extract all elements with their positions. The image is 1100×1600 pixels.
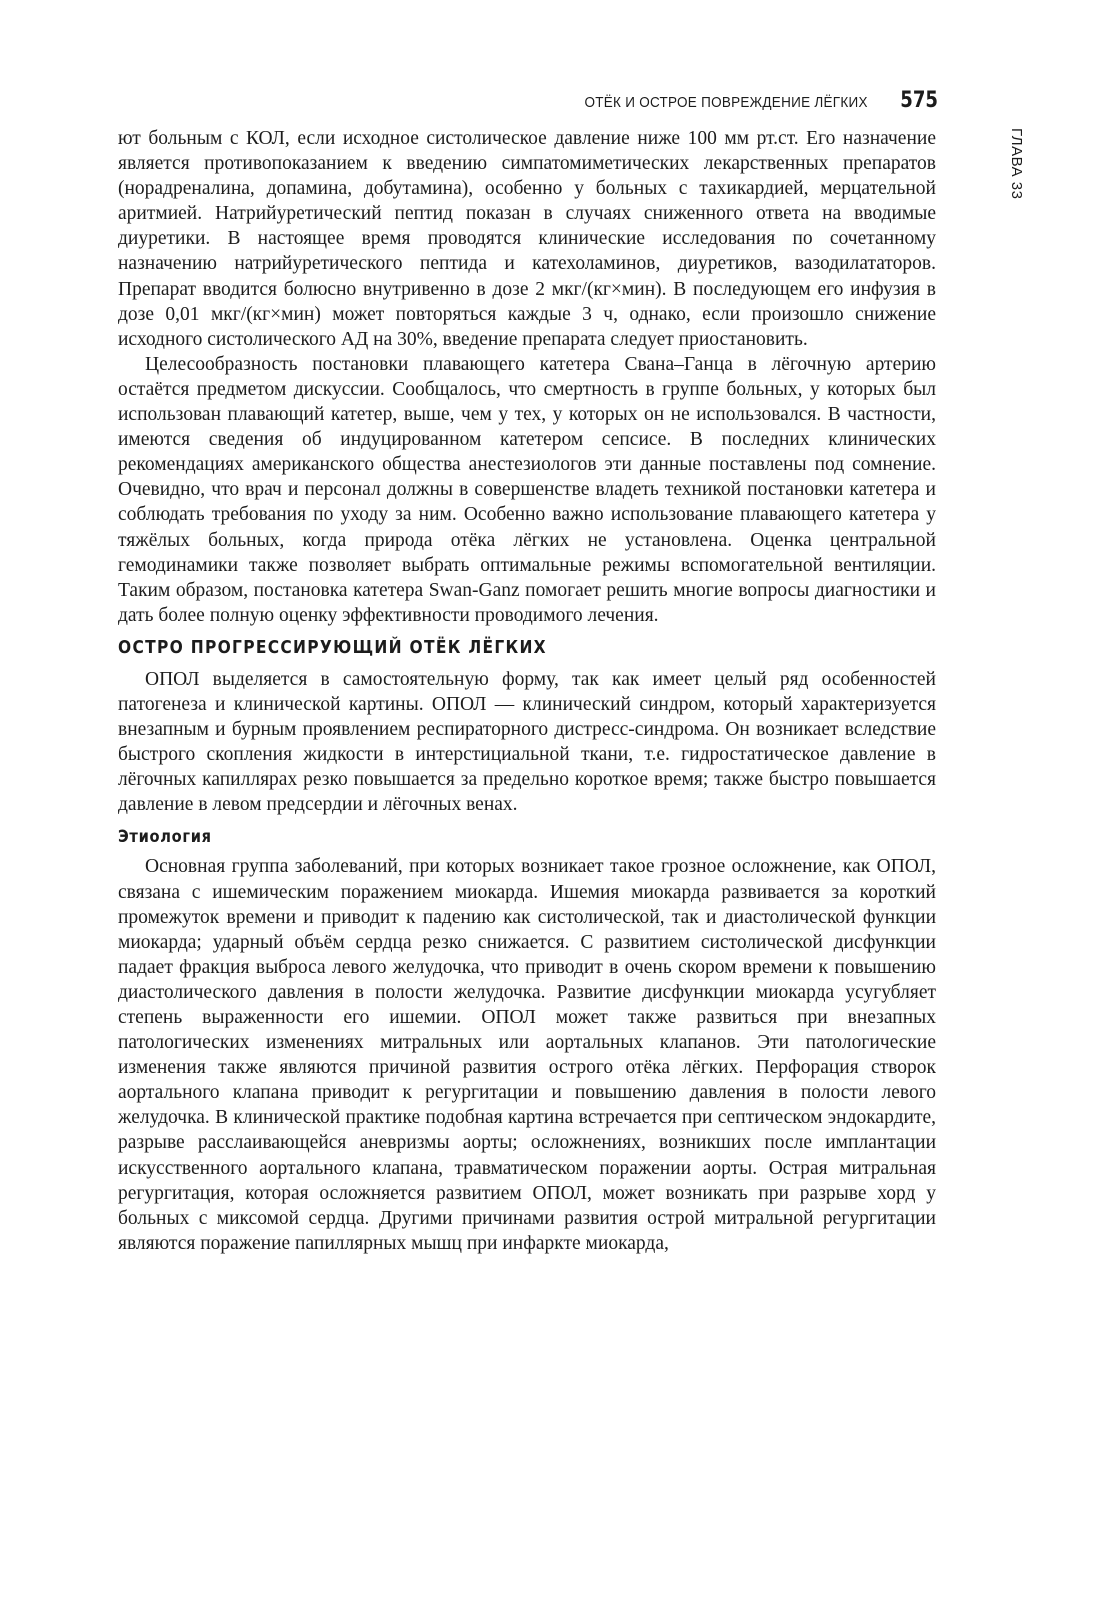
paragraph-continued: ют больным с КОЛ, если исходное систолическое давление ниже 100 мм рт.ст. Его назначение является противопоказанием к введению симпатомиметических лекарственных препаратов (норадреналина, допамина, добутамина), особенно у больных с тахикардией, мерцательной аритмией. Натрийуретический пептид показан в случаях сниженного ответа на вводимые диуретики. В настоящее время проводятся клинические исследования по сочетанному назначению натрийуретического пептида и катехоламинов, диуретиков, вазодилататоров. Препарат вводится болюсно внутривенно в дозе 2 мкг/(кг×мин). В последующем его инфузия в дозе 0,01 мкг/(кг×мин) может повторяться каждые 3 ч, однако, если произошло снижение исходного систолического АД на 30%, введение препарата следует приостановить. (118, 128, 936, 350)
paragraph-swan-ganz: Целесообразность постановки плавающего катетера Свана–Ганца в лёгочную артерию остаётся предметом дискуссии. Сообщалось, что смертность в группе больных, у которых был использован плавающий катетер, выше, чем у тех, у которых он не использовался. В частности, имеются сведения об индуцированном катетером сепсисе. В последних клинических рекомендациях американского общества анестезиологов эти данные поставлены под сомнение. Очевидно, что врач и персонал должны в совершенстве владеть техникой постановки катетера и соблюдать требования по уходу за ним. Особенно важно использование плавающего катетера у тяжёлых больных, когда природа отёка лёгких не установлена. Оценка центральной гемодинамики также позволяет выбрать оптимальные режимы вспомогательной вентиляции. Таким образом, постановка катетера Swan-Ganz помогает решить многие вопросы диагностики и дать более полную оценку эффективности проводимого лечения. (118, 353, 936, 626)
paragraph-etiology: Основная группа заболеваний, при которых возникает такое грозное осложнение, как ОПОЛ, связана с ишемическим поражением миокарда. Ишемия миокарда развивается за короткий промежуток времени и приводит к падению как систолической, так и диастолической функции миокарда; ударный объём сердца резко снижается. С развитием систолической дисфункции падает фракция выброса левого желудочка, что приводит в очень скором времени к повышению диастолического давления в полости желудочка. Развитие дисфункции миокарда усугубляет степень выраженности его ишемии. ОПОЛ может также развиться при внезапных патологических изменениях митральных или аортальных клапанов. Эти патологические изменения также являются причиной развития острого отёка лёгких. Перфорация створок аортального клапана приводит к регургитации и повышению давления в полости левого желудочка. В клинической практике подобная картина встречается при септическом эндокардите, разрыве расслаивающейся аневризмы аорты; осложнениях, возникших после имплантации искусственного аортального клапана, травматическом поражении аорты. Острая митральная регургитация, которая осложняется развитием ОПОЛ, может возникать при разрыве хорд у больных с миксомой сердца. Другими причинами развития острой митральной регургитации являются поражение папиллярных мышц при инфаркте миокарда, (118, 856, 936, 1254)
running-head (118, 88, 938, 114)
running-title: ОТЁК И ОСТРОЕ ПОВРЕЖДЕНИЕ ЛЁГКИХ (584, 94, 869, 111)
section-heading: ОСТРО ПРОГРЕССИРУЮЩИЙ ОТЁК ЛЁГКИХ (118, 636, 547, 658)
page-body (118, 126, 936, 1256)
page-number: 575 (900, 88, 938, 113)
chapter-side-tab: ГЛАВА 33 (1008, 128, 1025, 200)
paragraph-opol-definition: ОПОЛ выделяется в самостоятельную форму, так как имеет целый ряд особенностей патогенеза и клинической картины. ОПОЛ — клинический синдром, который характеризуется внезапным и бурным проявлением респираторного дистресс-синдрома. Он возникает вследствие быстрого скопления жидкости в интерстициальной ткани, т.е. гидростатическое давление в лёгочных капиллярах резко повышается за предельно короткое время; также быстро повышается давление в левом предсердии и лёгочных венах. (118, 668, 936, 816)
subsection-heading: Этиология (118, 827, 212, 848)
